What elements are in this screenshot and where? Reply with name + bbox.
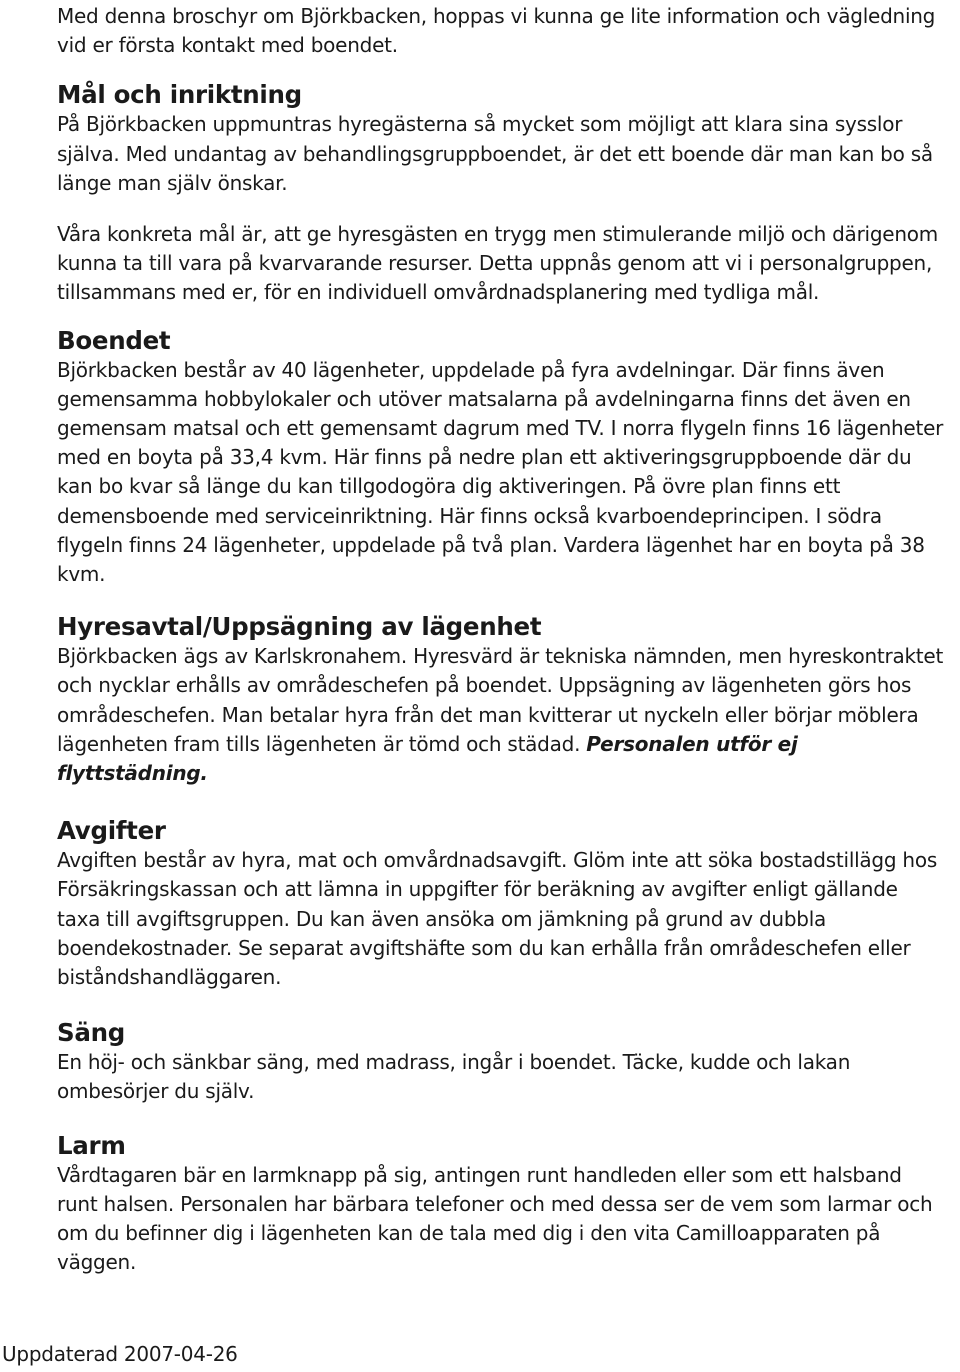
heading-alarm: Larm — [57, 1130, 126, 1160]
lease-emphasis: Personalen utför ej flyttstädning. — [57, 731, 798, 786]
document-page — [57, 0, 947, 1278]
fees-paragraph: Avgiften består av hyra, mat och omvårdnadsavgift. Glöm inte att söka bostadstillägg hos Försäkringskassan och att lämna in uppgifter för beräkning av avgifter enligt gällande taxa till avgiftsgruppen. Du kan även ansöka om jämkning på grund av dubbla boendekostnader. Se separat avgiftshäfte som du kan erhålla från områdeschefen eller biståndshandläggaren. — [57, 848, 938, 990]
section-lease — [57, 611, 947, 788]
heading-lease: Hyresavtal/Uppsägning av lägenhet — [57, 612, 542, 642]
alarm-paragraph: Vårdtagaren bär en larmknapp på sig, antingen runt handleden eller som ett halsband runt halsen. Personalen har bärbara telefoner och med dessa ser de vem som larmar och om du befinner dig i lägenheten kan de tala med dig i den vita Camilloapparaten på väggen. — [57, 1162, 933, 1275]
lease-text: Björkbacken ägs av Karlskronahem. Hyresvärd är tekniska nämnden, men hyreskontraktet och nycklar erhålls av områdeschefen på boendet. Uppsägning av lägenheten görs hos områdeschefen. Man betalar hyra från det man kvitterar ut nyckeln eller börjar möblera lägenheten fram tills lägenheten är tömd och städad. — [57, 644, 944, 756]
heading-goals: Mål och inriktning — [57, 80, 302, 110]
section-bed — [57, 1017, 947, 1106]
heading-housing: Boendet — [57, 325, 171, 355]
heading-bed: Säng — [57, 1018, 125, 1048]
intro-paragraph: Med denna broschyr om Björkbacken, hoppas vi kunna ge lite information och vägledning vid er första kontakt med boendet. — [57, 4, 936, 58]
section-goals — [57, 79, 947, 307]
section-fees — [57, 815, 947, 992]
bed-paragraph: En höj- och sänkbar säng, med madrass, ingår i boendet. Täcke, kudde och lakan ombesörjer du själv. — [57, 1050, 851, 1104]
updated-date: Uppdaterad 2007-04-26 — [2, 1342, 238, 1366]
section-housing — [57, 325, 947, 590]
goals-paragraph-1: På Björkbacken uppmuntras hyregästerna så mycket som möjligt att klara sina sysslor själva. Med undantag av behandlingsgruppboendet, är det ett boende där man kan bo så länge man själv önskar. — [57, 112, 933, 195]
heading-fees: Avgifter — [57, 816, 166, 846]
lease-paragraph — [57, 642, 947, 788]
goals-paragraph-2: Våra konkreta mål är, att ge hyresgästen en trygg men stimulerande miljö och därigenom kunna ta till vara på kvarvarande resurser. Detta uppnås genom att vi i personalgruppen, tillsammans med er, för en individuell omvårdnadsplanering med tydliga mål. — [57, 222, 938, 305]
housing-paragraph: Björkbacken består av 40 lägenheter, uppdelade på fyra avdelningar. Där finns även gemensamma hobbylokaler och utöver matsalarna på avdelningarna finns det även en gemensam matsal och ett gemensamt dagrum med TV. I norra flygeln finns 16 lägenheter med en boyta på 33,4 kvm. Här finns på nedre plan ett aktiveringsgruppboende där du kan bo kvar så länge du kan tillgodogöra dig aktiveringen. På övre plan finns ett demensboende med serviceinriktning. Här finns också kvarboendeprincipen. I södra flygeln finns 24 lägenheter, uppdelade på två plan. Vardera lägenhet har en boyta på 38 kvm. — [57, 357, 944, 587]
section-alarm — [57, 1130, 947, 1278]
